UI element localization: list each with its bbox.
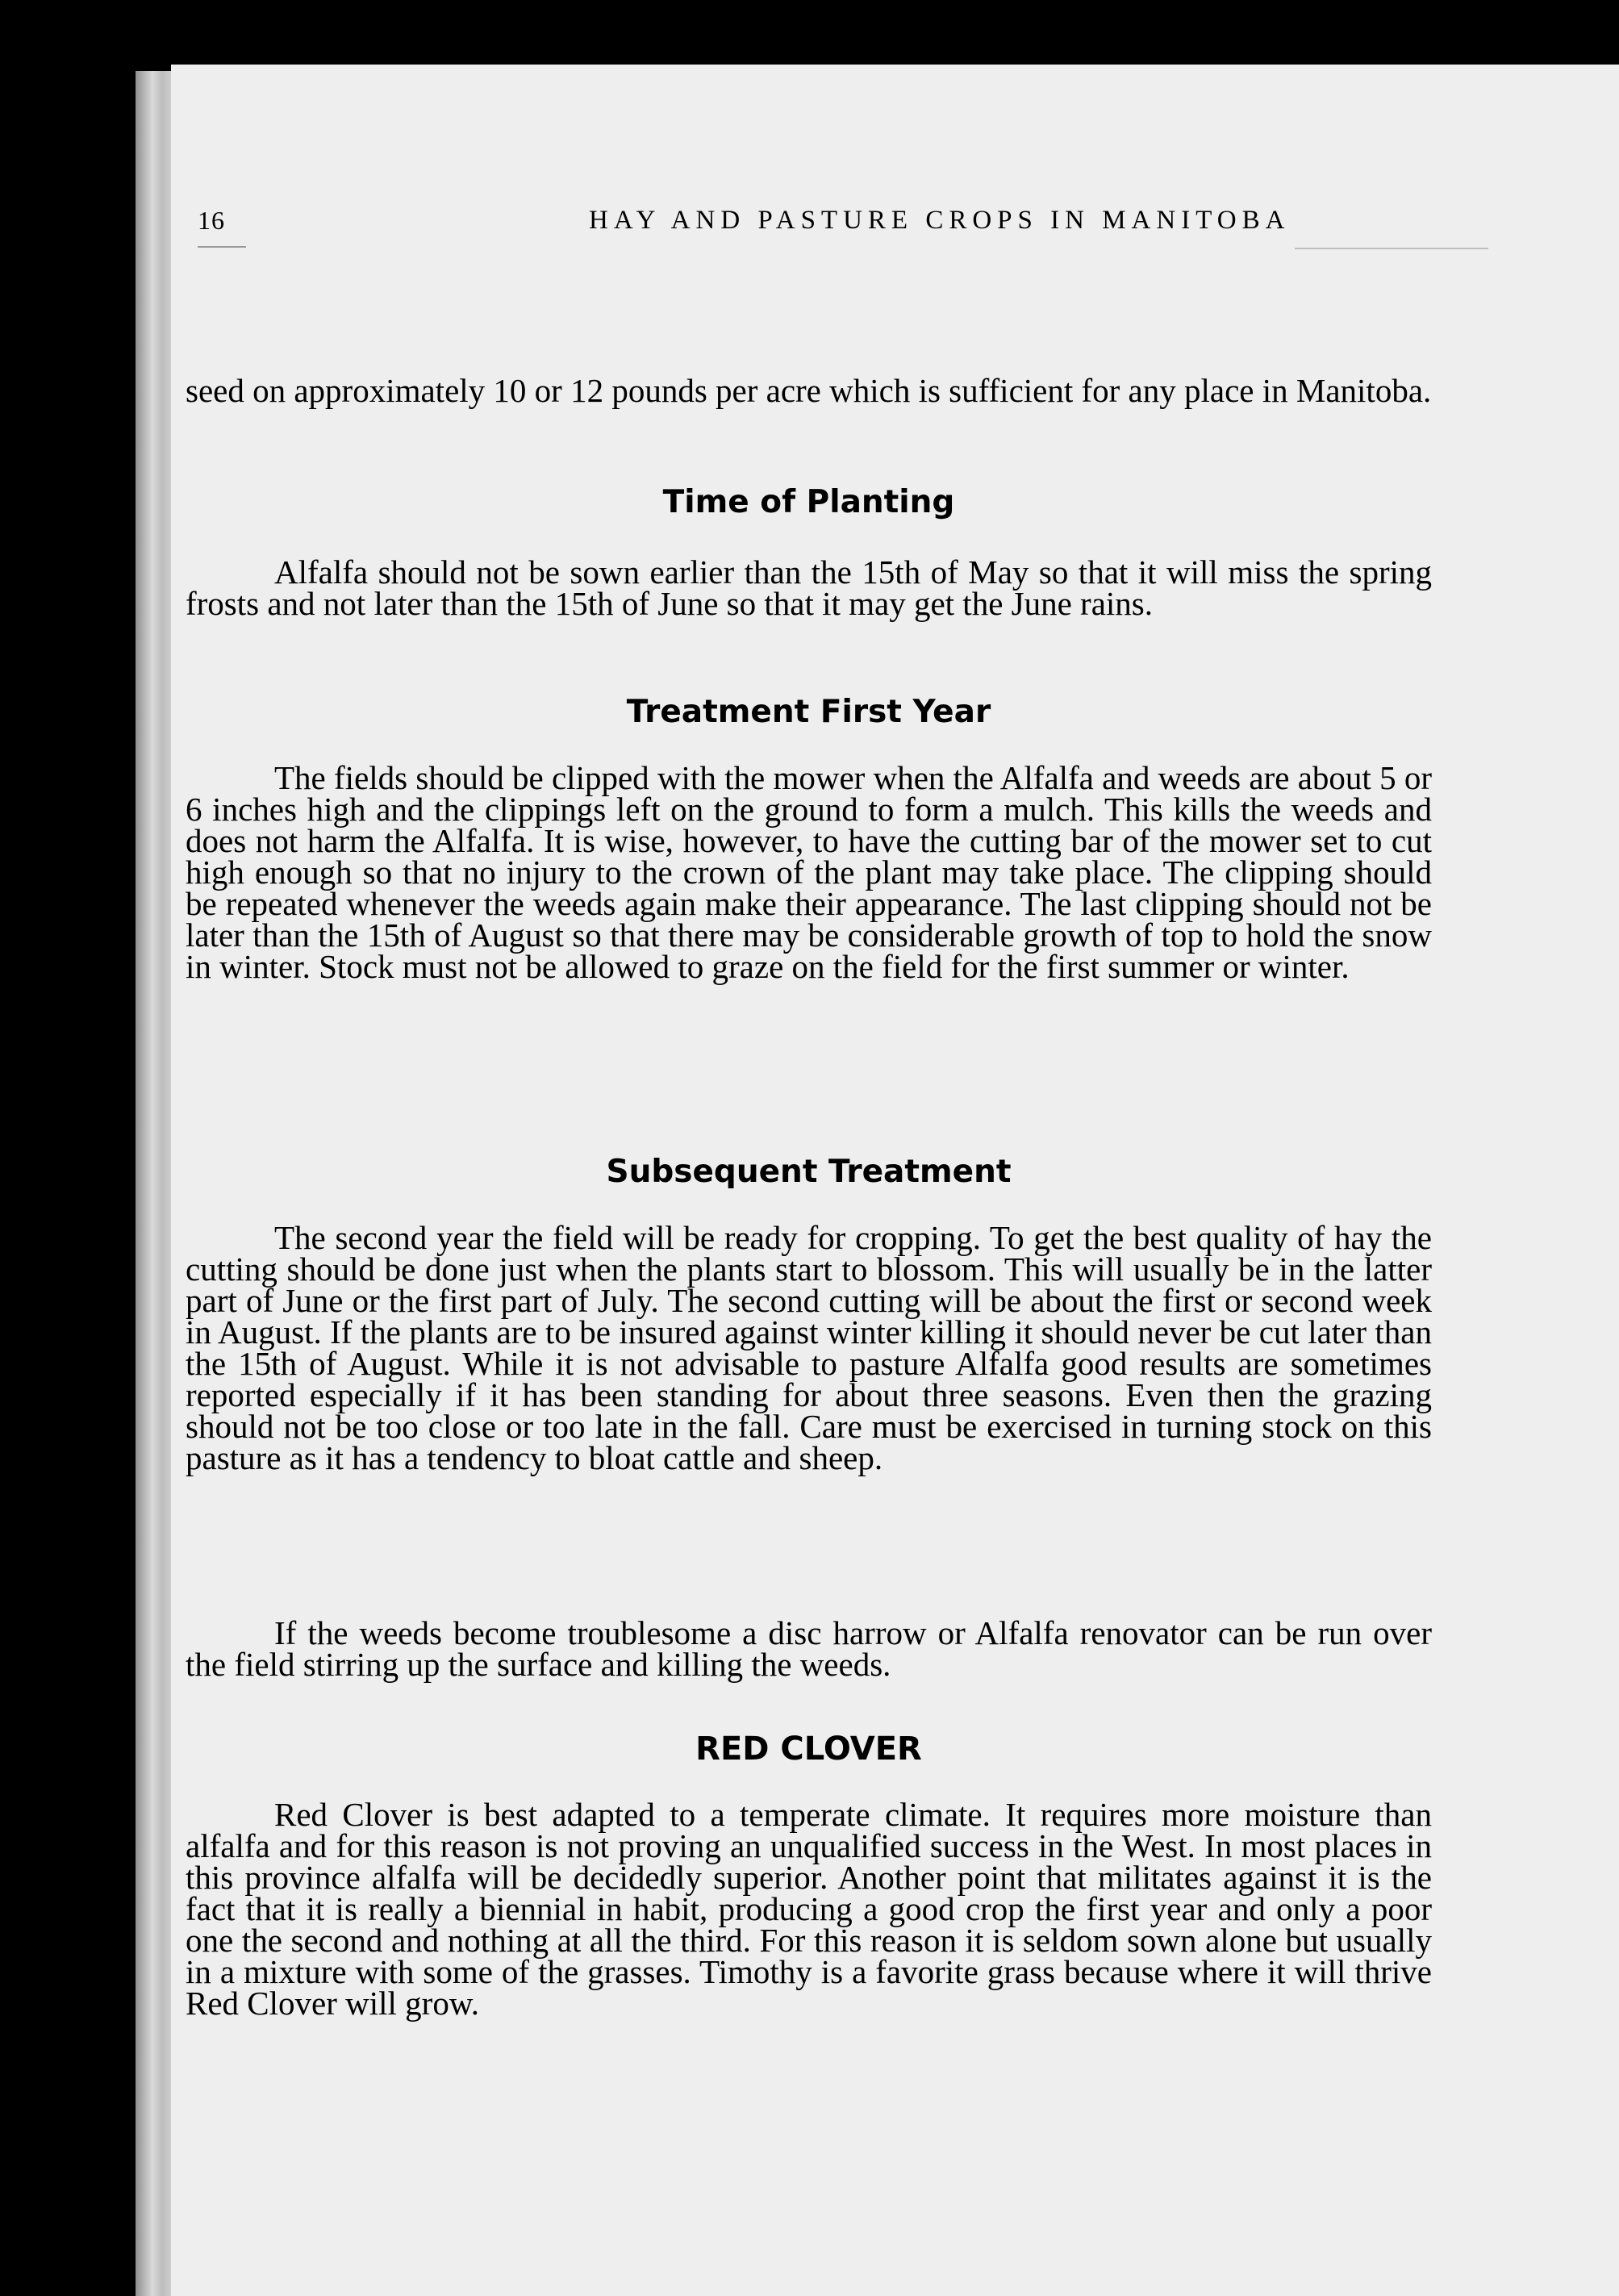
paragraph-seed-rate: seed on approximately 10 or 12 pounds per acre which is sufficient for any place in Manitoba. [186,372,1432,409]
header-rule [198,246,246,248]
header-rule-right [1295,248,1488,249]
paragraph-red-clover: Red Clover is best adapted to a temperate climate. It requires more moisture than alfalfa and for this reason is not proving an unqualified success in the West. In most places in this province alfalfa will be decidedly superior. Another point that militates against it is the fact that it is really a biennial in habit, producing a good crop the first year and only a poor one the second and nothing at all the third. For this reason it is seldom sown alone but usually in a mixture with some of the grasses. Timothy is a favorite grass because where it will thrive Red Clover will grow. [186,1796,1432,2022]
paragraph-weed-control: If the weeds become troublesome a disc harrow or Alfalfa renovator can be run over the field stirring up the surface and killing the weeds. [186,1614,1432,1683]
page-number: 16 [198,206,225,235]
heading-time-of-planting: Time of Planting [662,484,955,520]
running-head [198,206,1488,254]
heading-red-clover: RED CLOVER [695,1730,922,1768]
paragraph-treatment-first-year: The fields should be clipped with the mower when the Alfalfa and weeds are about 5 or 6 inches high and the clippings left on the ground to form a mulch. This kills the weeds and does not harm the Alfalfa. It is wise, however, to have the cutting bar of the mower set to cut high enough so that no injury to the crown of the plant may take place. The clipping should be repeated whenever the weeds again make their appearance. The last clipping should not be later than the 15th of August so that there may be considerable growth of top to hold the snow in winter. Stock must not be allowed to graze on the field for the first summer or winter. [186,759,1432,985]
heading-treatment-first-year: Treatment First Year [626,694,991,730]
running-title: HAY AND PASTURE CROPS IN MANITOBA [589,206,1291,235]
paragraph-subsequent-treatment: The second year the field will be ready for cropping. To get the best quality of hay the cutting should be done just when the plants start to blossom. This will usually be in the latter part of June or the first part of July. The second cutting will be about the first or second week in August. If the plants are to be insured against winter killing it should never be cut later than the 15th of August. While it is not advisable to pasture Alfalfa good results are sometimes reported especially if it has been standing for about three seasons. Even then the grazing should not be too close or too late in the fall. Care must be exercised in turning stock on this pasture as it has a tendency to bloat cattle and sheep. [186,1219,1432,1476]
heading-subsequent-treatment: Subsequent Treatment [606,1154,1012,1190]
paragraph-time-of-planting: Alfalfa should not be sown earlier than the 15th of May so that it will miss the spring frosts and not later than the 15th of June so that it may get the June rains. [186,553,1432,622]
